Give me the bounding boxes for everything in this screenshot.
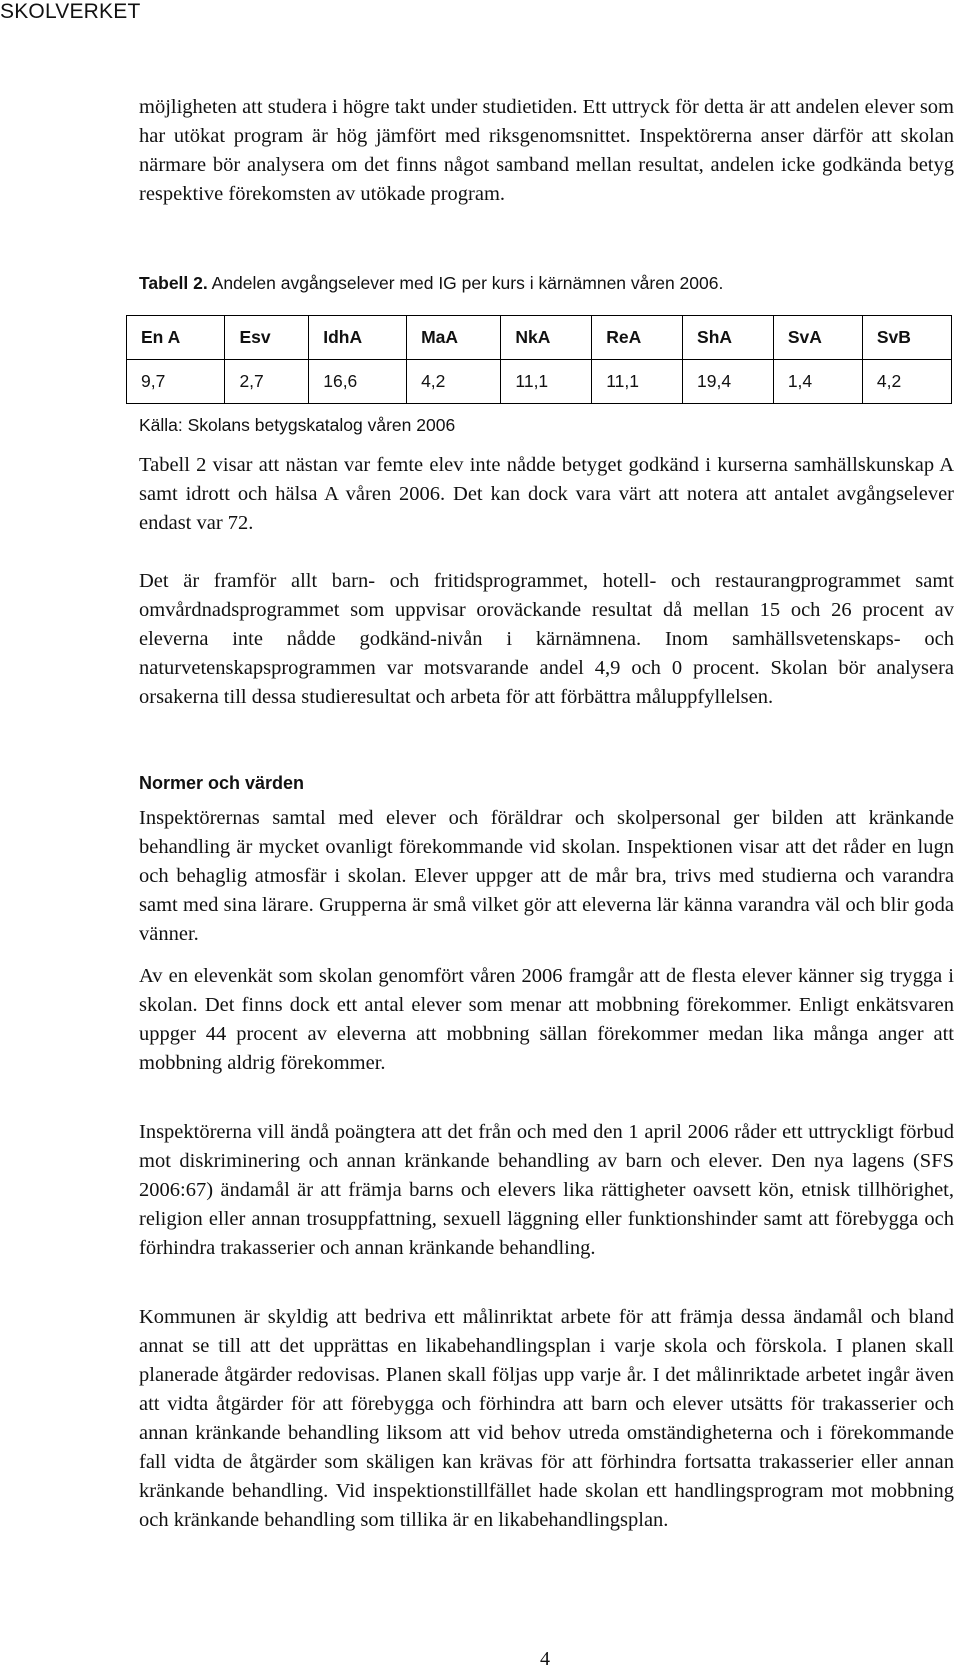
paragraph-law: Inspektörerna vill ändå poängtera att det från och med den 1 april 2006 råder ett uttryckligt förbud mot diskriminering och annan kränkande behandling av barn och elever. Den nya lagens (SFS 2006:67) ändamål är att främja barns och elevers lika rättigheter oavsett kön, etnisk tillhörighet, religion eller annan trosuppfattning, sexuell läggning eller funktionshinder samt att förebygga och förhindra trakasserier och annan kränkande behandling.	[139, 1121, 954, 1259]
table-header-cell: SvA	[773, 316, 862, 360]
table-cell: 4,2	[862, 360, 951, 404]
table-header-cell: IdhA	[309, 316, 407, 360]
paragraph-municipality: Kommunen är skyldig att bedriva ett målinriktat arbete för att främja dessa ändamål och bland annat se till att det upprättas en likabehandlingsplan i varje skola och förskola. I planen skall planerade åtgärder redovisas. Planen skall följas upp varje år. I det målinriktade arbetet ingår även att vidta åtgärder för att förebygga och förhindra att barn och elever utsätts för trakasserier och annan kränkande behandling liksom att vid behov utreda omständigheterna och i förekommande fall vidta de åtgärder som skäligen kan krävas för att förhindra fortsatta trakasserier eller annan kränkande behandling. Vid inspektionstillfället hade skolan ett handlingsprogram mot mobbning och kränkande behandling som tillika är en likabehandlingsplan.	[139, 1306, 954, 1531]
paragraph-programs: Det är framför allt barn- och fritidsprogrammet, hotell- och restaurangprogrammet samt omvårdnadsprogrammet som uppvisar oroväckande resultat då mellan 15 och 26 procent av eleverna inte nådde godkänd-nivån i kärnämnena. Inom samhällsvetenskaps- och naturvetenskapsprogrammen var motsvarande andel 4,9 och 0 procent. Skolan bör analysera orsakerna till dessa studieresultat och arbeta för att förbättra måluppfyllelsen.	[139, 570, 954, 708]
paragraph-intro: möjligheten att studera i högre takt under studietiden. Ett uttryck för detta är att andelen elever som har utökat program är hög jämfört med riksgenomsnittet. Inspektörerna anser därför att skolan närmare bör analysera om det finns något samband mellan resultat, andelen icke godkända betyg respektive förekomsten av utökade program.	[139, 96, 954, 205]
page-number: 4	[540, 1648, 550, 1670]
table-header-cell: SvB	[862, 316, 951, 360]
paragraph-table-comment: Tabell 2 visar att nästan var femte elev inte nådde betyget godkänd i kurserna samhällskunskap A samt idrott och hälsa A våren 2006. Det kan dock vara värt att notera att antalet avgångselever endast var 72.	[139, 454, 954, 534]
table-source: Källa: Skolans betygskatalog våren 2006	[139, 415, 456, 435]
paragraph-norms: Inspektörernas samtal med elever och föräldrar och skolpersonal ger bilden att kränkande behandling är mycket ovanligt förekommande vid skolan. Inspektionen visar att det råder en lugn och behaglig atmosfär i skolan. Elever uppger att de mår bra, trivs med studierna och varandra samt med sina lärare. Grupperna är små vilket gör att eleverna lär känna varandra väl och blir goda vänner.	[139, 807, 954, 945]
table-cell: 11,1	[501, 360, 592, 404]
paragraph-survey: Av en elevenkät som skolan genomfört våren 2006 framgår att de flesta elever känner sig trygga i skolan. Det finns dock ett antal elever som menar att mobbning förekommer. Enligt enkätsvaren uppger 44 procent av eleverna att mobbning sällan förekommer medan lika många anger att mobbning aldrig förekommer.	[139, 965, 954, 1074]
table-cell: 2,7	[225, 360, 309, 404]
table-header-cell: ReA	[592, 316, 683, 360]
table-caption	[139, 273, 723, 294]
table-header-cell: Esv	[225, 316, 309, 360]
ig-table	[126, 315, 952, 404]
table-cell: 16,6	[309, 360, 407, 404]
table-cell: 19,4	[683, 360, 774, 404]
table-header-cell: En A	[127, 316, 225, 360]
table-row	[127, 360, 952, 404]
document-header: SKOLVERKET	[0, 0, 141, 23]
table-caption-label: Tabell 2.	[139, 273, 208, 293]
table-cell: 4,2	[407, 360, 501, 404]
section-heading: Normer och värden	[139, 773, 305, 793]
table-caption-text: Andelen avgångselever med IG per kurs i kärnämnen våren 2006.	[211, 273, 724, 293]
table-cell: 9,7	[127, 360, 225, 404]
table-cell: 1,4	[773, 360, 862, 404]
table-cell: 11,1	[592, 360, 683, 404]
table-header-cell: MaA	[407, 316, 501, 360]
table-header-cell: ShA	[683, 316, 774, 360]
table-header-row	[127, 316, 952, 360]
table-header-cell: NkA	[501, 316, 592, 360]
